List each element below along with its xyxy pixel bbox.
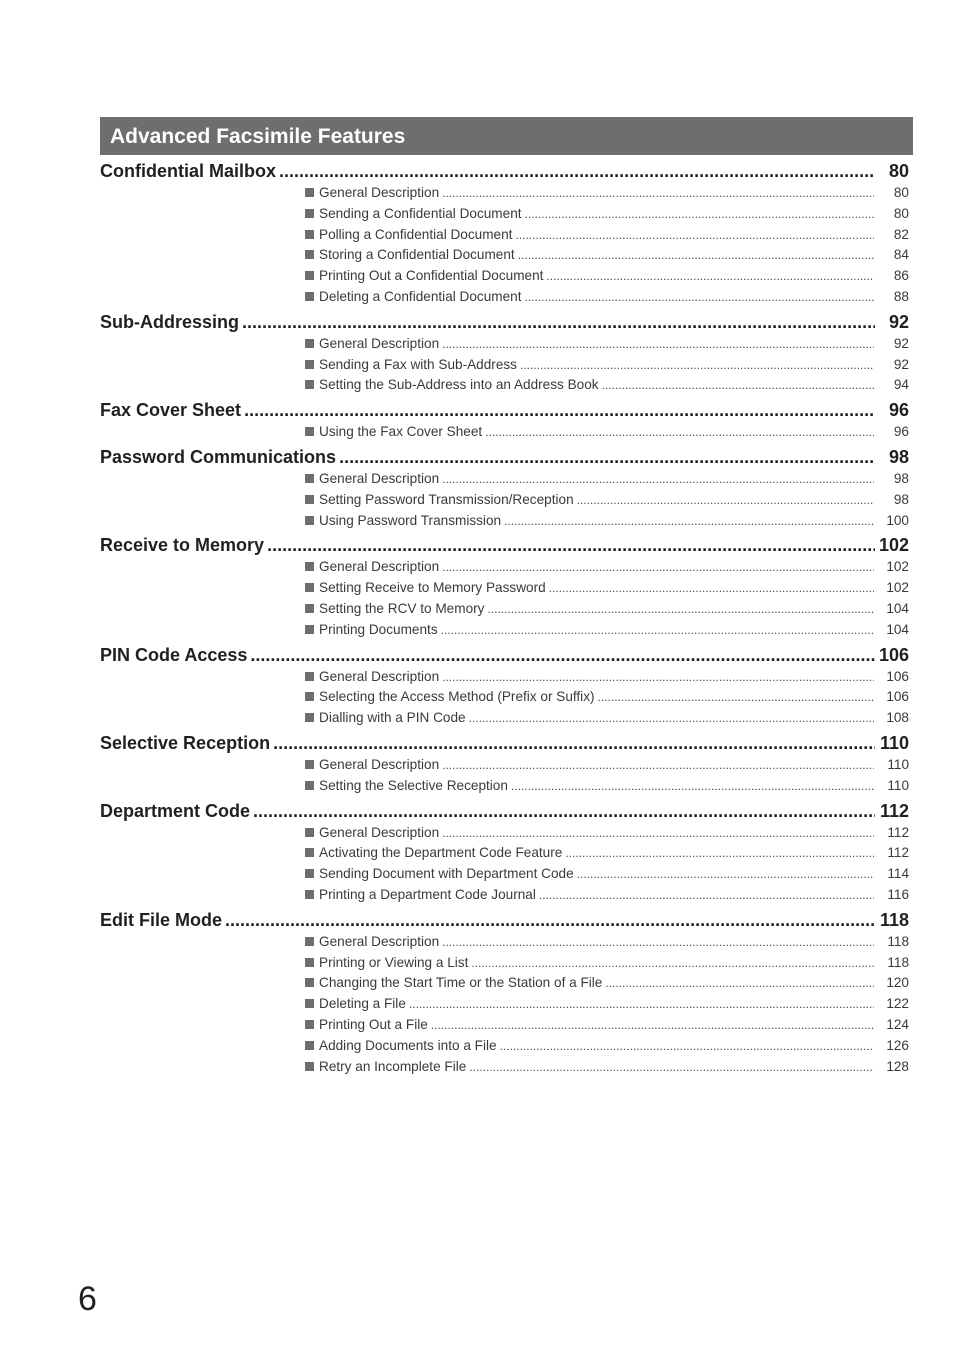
square-bullet-icon [305, 188, 314, 197]
section-title: Receive to Memory [100, 535, 265, 556]
toc-section-entry[interactable] [100, 733, 909, 757]
table-of-contents [100, 161, 909, 1081]
toc-section [100, 535, 909, 642]
subitem-title: Using Password Transmission [319, 512, 502, 528]
section-page-number: 102 [878, 535, 909, 556]
dot-leader [279, 161, 875, 182]
dot-leader [471, 956, 874, 970]
subitem-page-number: 110 [887, 777, 909, 793]
dot-leader [602, 378, 874, 392]
dot-leader [442, 472, 874, 486]
toc-subitem[interactable] [305, 975, 909, 996]
dot-leader [598, 690, 874, 704]
subitem-page-number: 102 [886, 580, 909, 596]
toc-subitem[interactable] [305, 669, 909, 690]
subitem-page-number: 110 [887, 756, 909, 772]
toc-section-entry[interactable] [100, 801, 909, 825]
dot-leader [431, 1018, 874, 1032]
square-bullet-icon [305, 828, 314, 837]
toc-section-entry[interactable] [100, 447, 909, 471]
dot-leader [469, 1060, 874, 1074]
toc-section-entry[interactable] [100, 312, 909, 336]
subitem-page-number: 104 [886, 600, 909, 616]
toc-subitem[interactable] [305, 934, 909, 955]
dot-leader [487, 602, 874, 616]
dot-leader [253, 801, 875, 822]
toc-subitem[interactable] [305, 377, 909, 398]
subitem-page-number: 120 [886, 975, 909, 991]
subitem-page-number: 92 [893, 335, 909, 351]
toc-section-entry[interactable] [100, 400, 909, 424]
toc-subitem[interactable] [305, 336, 909, 357]
toc-section [100, 801, 909, 908]
dot-leader [442, 670, 874, 684]
section-title: Confidential Mailbox [100, 161, 277, 181]
subitem-title: Printing Out a Confidential Document [319, 268, 544, 284]
subitem-title: General Description [319, 559, 440, 575]
section-title: PIN Code Access [100, 644, 248, 665]
toc-subitem[interactable] [305, 247, 909, 268]
square-bullet-icon [305, 495, 314, 504]
subitem-title: Setting Receive to Memory Password [319, 580, 546, 596]
dot-leader [242, 312, 875, 333]
subitem-page-number: 84 [893, 247, 909, 263]
square-bullet-icon [305, 1020, 314, 1029]
section-page-number: 96 [888, 400, 909, 421]
banner-title: Advanced Facsimile Features [110, 124, 406, 148]
dot-leader [469, 711, 874, 725]
subitem-page-number: 106 [886, 668, 909, 684]
square-bullet-icon [305, 692, 314, 701]
toc-subitems [305, 185, 909, 310]
dot-leader [409, 997, 874, 1011]
square-bullet-icon [305, 1062, 314, 1071]
subitem-title: Polling a Confidential Document [319, 226, 513, 242]
dot-leader [546, 269, 874, 283]
subitem-title: Activating the Department Code Feature [319, 845, 563, 861]
subitem-title: General Description [319, 185, 440, 200]
subitem-title: Adding Documents into a File [319, 1037, 497, 1053]
subitem-page-number: 82 [893, 226, 909, 242]
subitem-page-number: 88 [893, 288, 909, 304]
toc-subitem[interactable] [305, 513, 909, 534]
toc-subitems [305, 669, 909, 731]
toc-subitem[interactable] [305, 757, 909, 778]
subitem-page-number: 116 [887, 886, 909, 902]
section-title: Sub-Addressing [100, 311, 240, 332]
square-bullet-icon [305, 360, 314, 369]
subitem-page-number: 94 [893, 377, 909, 393]
subitem-title: Printing Out a File [319, 1016, 428, 1032]
section-page-number: 80 [888, 161, 909, 181]
toc-subitem[interactable] [305, 601, 909, 622]
subitem-title: Deleting a Confidential Document [319, 288, 522, 304]
subitem-page-number: 92 [893, 356, 909, 372]
square-bullet-icon [305, 339, 314, 348]
subitem-page-number: 80 [893, 205, 909, 221]
toc-section [100, 645, 909, 731]
section-banner [100, 117, 913, 155]
toc-section [100, 910, 909, 1080]
subitem-page-number: 100 [886, 512, 909, 528]
subitem-title: Deleting a File [319, 996, 406, 1012]
square-bullet-icon [305, 380, 314, 389]
toc-section [100, 400, 909, 445]
dot-leader [518, 248, 874, 262]
subitem-title: Setting the Sub-Address into an Address Book [319, 377, 599, 393]
toc-section-entry[interactable] [100, 910, 909, 934]
toc-subitem[interactable] [305, 710, 909, 731]
subitem-page-number: 114 [887, 866, 909, 882]
square-bullet-icon [305, 583, 314, 592]
subitem-page-number: 112 [887, 824, 909, 840]
dot-leader [267, 535, 875, 556]
subitem-page-number: 128 [886, 1058, 909, 1074]
dot-leader [485, 425, 874, 439]
subitem-page-number: 122 [886, 996, 909, 1012]
toc-section [100, 447, 909, 533]
toc-subitem[interactable] [305, 1038, 909, 1059]
section-page-number: 112 [879, 800, 909, 821]
subitem-title: Printing a Department Code Journal [319, 886, 536, 902]
subitem-title: Selecting the Access Method (Prefix or Suffix) [319, 689, 595, 705]
toc-subitem[interactable] [305, 689, 909, 710]
toc-subitem[interactable] [305, 357, 909, 378]
dot-leader [511, 779, 874, 793]
square-bullet-icon [305, 978, 314, 987]
toc-subitem[interactable] [305, 424, 909, 445]
toc-subitem[interactable] [305, 887, 909, 908]
square-bullet-icon [305, 869, 314, 878]
toc-subitem[interactable] [305, 1017, 909, 1038]
subitem-title: Storing a Confidential Document [319, 247, 515, 263]
toc-section-entry[interactable] [100, 645, 909, 669]
toc-subitem[interactable] [305, 1059, 909, 1080]
square-bullet-icon [305, 562, 314, 571]
toc-subitem[interactable] [305, 778, 909, 799]
dot-leader [273, 733, 875, 754]
toc-subitem[interactable] [305, 492, 909, 513]
square-bullet-icon [305, 672, 314, 681]
subitem-title: Sending a Fax with Sub-Address [319, 356, 517, 372]
toc-subitem[interactable] [305, 471, 909, 492]
dot-leader [577, 493, 874, 507]
subitem-title: General Description [319, 470, 440, 486]
toc-subitems [305, 559, 909, 642]
toc-subitem[interactable] [305, 559, 909, 580]
dot-leader [525, 290, 874, 304]
square-bullet-icon [305, 250, 314, 259]
toc-subitems [305, 757, 909, 799]
toc-section [100, 161, 909, 310]
toc-subitem[interactable] [305, 866, 909, 887]
dot-leader [339, 447, 875, 468]
section-title: Password Communications [100, 446, 337, 467]
subitem-page-number: 98 [893, 470, 909, 486]
toc-subitem[interactable] [305, 580, 909, 601]
subitem-title: Using the Fax Cover Sheet [319, 424, 483, 440]
section-title: Fax Cover Sheet [100, 400, 242, 421]
square-bullet-icon [305, 760, 314, 769]
subitem-title: Setting the Selective Reception [319, 777, 508, 793]
square-bullet-icon [305, 230, 314, 239]
dot-leader [442, 826, 874, 840]
subitem-title: Setting the RCV to Memory [319, 600, 485, 616]
subitem-title: Sending a Confidential Document [319, 205, 522, 221]
square-bullet-icon [305, 890, 314, 899]
toc-section [100, 312, 909, 398]
toc-subitem[interactable] [305, 206, 909, 227]
subitem-title: Setting Password Transmission/Reception [319, 491, 574, 507]
toc-subitem[interactable] [305, 622, 909, 643]
dot-leader [549, 581, 874, 595]
dot-leader [520, 358, 874, 372]
section-page-number: 98 [888, 446, 909, 467]
square-bullet-icon [305, 271, 314, 280]
square-bullet-icon [305, 474, 314, 483]
subitem-title: Printing or Viewing a List [319, 954, 469, 970]
subitem-title: Dialling with a PIN Code [319, 710, 466, 726]
dot-leader [577, 867, 874, 881]
section-page-number: 118 [879, 909, 909, 930]
subitem-title: Retry an Incomplete File [319, 1058, 467, 1074]
dot-leader [525, 207, 874, 221]
section-title: Department Code [100, 800, 251, 821]
dot-leader [442, 186, 874, 200]
square-bullet-icon [305, 625, 314, 634]
dot-leader [442, 758, 874, 772]
square-bullet-icon [305, 427, 314, 436]
dot-leader [442, 935, 874, 949]
square-bullet-icon [305, 999, 314, 1008]
toc-subitems [305, 471, 909, 533]
dot-leader [539, 888, 874, 902]
section-page-number: 106 [878, 644, 909, 665]
square-bullet-icon [305, 713, 314, 722]
toc-subitems [305, 336, 909, 398]
subitem-page-number: 80 [893, 185, 909, 200]
square-bullet-icon [305, 958, 314, 967]
subitem-page-number: 86 [893, 268, 909, 284]
subitem-page-number: 96 [893, 424, 909, 440]
dot-leader [244, 400, 875, 421]
section-page-number: 110 [879, 732, 909, 753]
subitem-page-number: 102 [886, 559, 909, 575]
section-title: Selective Reception [100, 732, 271, 753]
square-bullet-icon [305, 848, 314, 857]
dot-leader [515, 228, 874, 242]
section-title: Edit File Mode [100, 909, 223, 930]
square-bullet-icon [305, 781, 314, 790]
dot-leader [225, 910, 875, 931]
toc-subitem[interactable] [305, 845, 909, 866]
subitem-page-number: 112 [887, 845, 909, 861]
toc-subitems [305, 934, 909, 1080]
dot-leader [250, 645, 875, 666]
subitem-page-number: 126 [886, 1037, 909, 1053]
toc-subitem[interactable] [305, 996, 909, 1017]
dot-leader [504, 514, 874, 528]
toc-subitem[interactable] [305, 268, 909, 289]
dot-leader [500, 1039, 874, 1053]
subitem-title: General Description [319, 824, 440, 840]
dot-leader [565, 846, 874, 860]
section-page-number: 92 [888, 311, 909, 332]
subitem-title: Sending Document with Department Code [319, 866, 574, 882]
dot-leader [442, 337, 874, 351]
square-bullet-icon [305, 292, 314, 301]
square-bullet-icon [305, 937, 314, 946]
toc-subitem[interactable] [305, 289, 909, 310]
toc-section-entry[interactable] [100, 535, 909, 559]
subitem-title: General Description [319, 335, 440, 351]
toc-section [100, 733, 909, 799]
square-bullet-icon [305, 209, 314, 218]
toc-subitem[interactable] [305, 825, 909, 846]
toc-subitems [305, 424, 909, 445]
subitem-title: General Description [319, 756, 440, 772]
square-bullet-icon [305, 516, 314, 525]
dot-leader [442, 560, 874, 574]
toc-subitem[interactable] [305, 955, 909, 976]
subitem-title: Changing the Start Time or the Station of a File [319, 975, 603, 991]
square-bullet-icon [305, 604, 314, 613]
subitem-title: General Description [319, 668, 440, 684]
subitem-page-number: 124 [886, 1016, 909, 1032]
subitem-page-number: 108 [886, 710, 909, 726]
square-bullet-icon [305, 1041, 314, 1050]
toc-section-entry[interactable] [100, 161, 909, 185]
subitem-page-number: 118 [887, 954, 909, 970]
subitem-title: General Description [319, 933, 440, 949]
toc-subitems [305, 825, 909, 908]
dot-leader [441, 623, 874, 637]
toc-subitem[interactable] [305, 227, 909, 248]
subitem-page-number: 98 [893, 491, 909, 507]
subitem-page-number: 104 [886, 621, 909, 637]
page-number: 6 [78, 1280, 97, 1318]
dot-leader [605, 976, 874, 990]
subitem-page-number: 118 [887, 933, 909, 949]
subitem-title: Printing Documents [319, 621, 438, 637]
subitem-page-number: 106 [886, 689, 909, 705]
toc-subitem[interactable] [305, 185, 909, 206]
